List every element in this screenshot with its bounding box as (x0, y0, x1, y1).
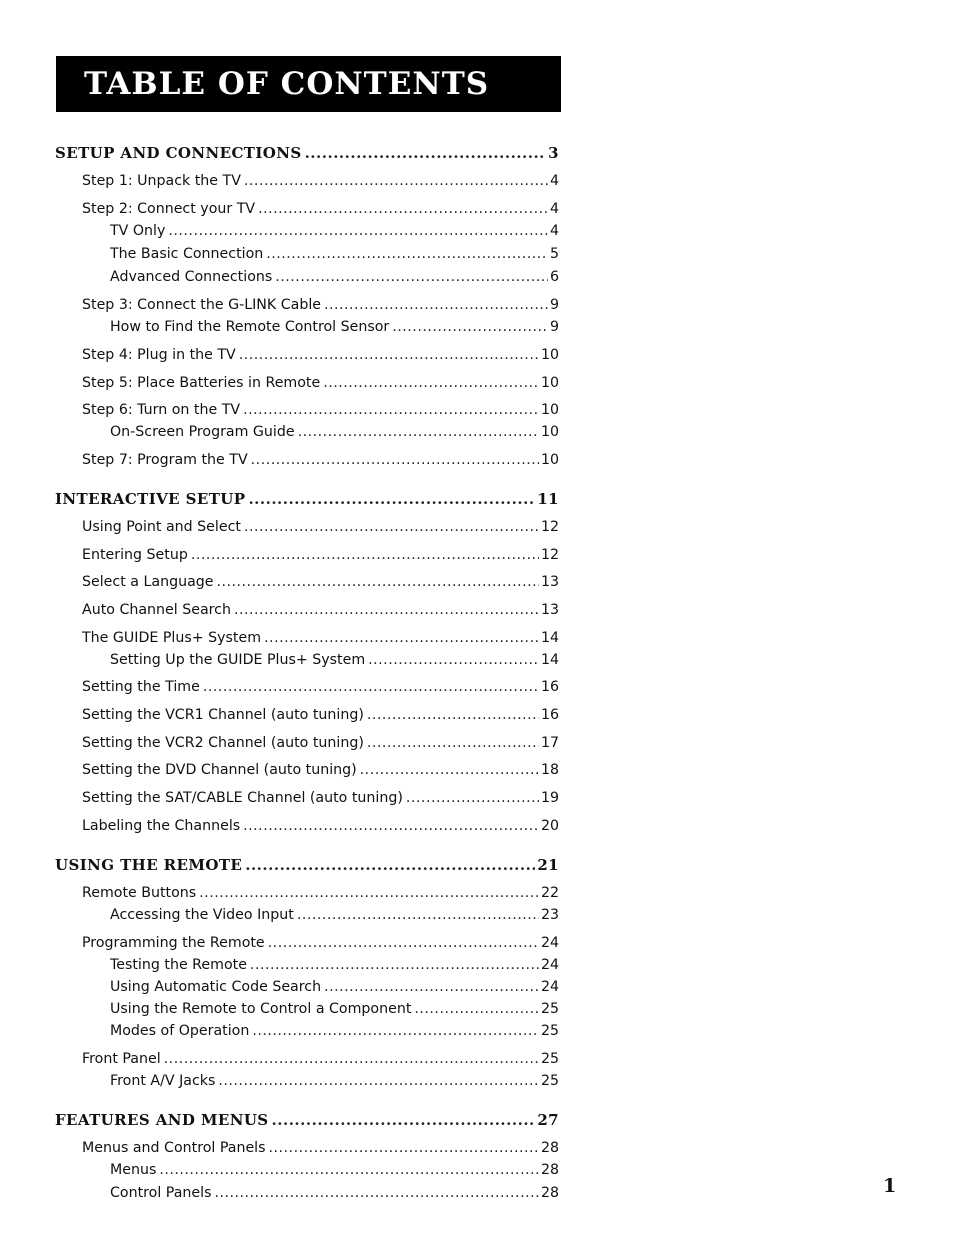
dot-leader (244, 517, 539, 537)
dot-leader (368, 650, 539, 670)
dot-leader (217, 572, 539, 592)
toc-entry-page: 20 (540, 818, 559, 834)
dot-leader (243, 816, 539, 836)
dot-leader (305, 143, 547, 163)
toc-entry-page: 28 (540, 1140, 559, 1156)
toc-entry-page: 28 (540, 1162, 559, 1178)
dot-leader (251, 450, 539, 470)
toc-entry[interactable] (82, 545, 559, 565)
dot-leader (367, 733, 539, 753)
toc-entry-title: The Basic Connection (110, 246, 264, 262)
toc-subentry[interactable] (110, 422, 559, 442)
toc-subentry[interactable] (110, 977, 559, 997)
toc-entry-title: The GUIDE Plus+ System (82, 630, 262, 646)
dot-leader (298, 422, 539, 442)
toc-entry-title: Step 4: Plug in the TV (82, 347, 236, 363)
toc-section-features-and-menus[interactable] (55, 1110, 559, 1130)
toc-entry-page: 4 (549, 173, 559, 189)
toc-entry-page: 9 (549, 297, 559, 313)
toc-entry[interactable] (82, 450, 559, 470)
toc-subentry[interactable] (110, 317, 559, 337)
toc-entry-page: 11 (537, 490, 559, 508)
toc-subentry[interactable] (110, 955, 559, 975)
toc-entry-page: 13 (540, 602, 559, 618)
toc-entry-page: 24 (540, 935, 559, 951)
toc-entry-title: Setting the VCR2 Channel (auto tuning) (82, 735, 364, 751)
toc-entry[interactable] (82, 628, 559, 648)
toc-entry[interactable] (82, 345, 559, 365)
toc-entry-page: 22 (540, 885, 559, 901)
toc-entry-title: Front A/V Jacks (110, 1073, 216, 1089)
toc-entry-page: 12 (540, 519, 559, 535)
dot-leader (275, 267, 548, 287)
dot-leader (248, 489, 535, 509)
toc-entry-title: USING THE REMOTE (55, 856, 243, 874)
toc-entry-page: 16 (540, 707, 559, 723)
toc-entry-title: Advanced Connections (110, 269, 273, 285)
toc-entry[interactable] (82, 933, 559, 953)
toc-entry-page: 28 (540, 1185, 559, 1201)
toc-entry[interactable] (82, 733, 559, 753)
dot-leader (324, 977, 539, 997)
toc-entry[interactable] (82, 373, 559, 393)
toc-entry-title: How to Find the Remote Control Sensor (110, 319, 390, 335)
dot-leader (191, 545, 539, 565)
dot-leader (414, 999, 539, 1019)
toc-subentry[interactable] (110, 905, 559, 925)
toc-entry[interactable] (82, 517, 559, 537)
toc-entry-page: 25 (540, 1073, 559, 1089)
toc-entry[interactable] (82, 572, 559, 592)
toc-entry[interactable] (82, 400, 559, 420)
toc-entry-page: 16 (540, 679, 559, 695)
toc-entry[interactable] (82, 760, 559, 780)
toc-entry-title: Using the Remote to Control a Component (110, 1001, 412, 1017)
toc-entry-title: Step 1: Unpack the TV (82, 173, 241, 189)
toc-entry-title: Step 6: Turn on the TV (82, 402, 241, 418)
toc-subentry[interactable] (110, 1021, 559, 1041)
toc-entry[interactable] (82, 600, 559, 620)
dot-leader (360, 760, 539, 780)
toc-entry-title: Setting the SAT/CABLE Channel (auto tuning) (82, 790, 403, 806)
toc-entry-title: Step 5: Place Batteries in Remote (82, 375, 321, 391)
toc-entry-page: 10 (540, 452, 559, 468)
toc-section-interactive-setup[interactable] (55, 489, 559, 509)
toc-entry-title: Menus and Control Panels (82, 1140, 266, 1156)
toc-entry-title: Using Automatic Code Search (110, 979, 322, 995)
toc-entry-title: Front Panel (82, 1051, 161, 1067)
dot-leader (164, 1049, 539, 1069)
toc-entry-title: INTERACTIVE SETUP (55, 490, 246, 508)
toc-entry-title: Select a Language (82, 574, 214, 590)
dot-leader (243, 400, 539, 420)
toc-entry-page: 25 (540, 1023, 559, 1039)
dot-leader (324, 295, 548, 315)
toc-entry-page: 10 (540, 424, 559, 440)
toc-entry-title: Accessing the Video Input (110, 907, 294, 923)
toc-entry-page: 17 (540, 735, 559, 751)
toc-entry-page: 14 (540, 630, 559, 646)
dot-leader (239, 345, 539, 365)
dot-leader (258, 199, 548, 219)
toc-entry-page: 18 (540, 762, 559, 778)
page-title: TABLE OF CONTENTS (84, 66, 490, 102)
toc-entry-title: Menus (110, 1162, 157, 1178)
toc-subentry[interactable] (110, 267, 559, 287)
toc-entry-title: Setting the DVD Channel (auto tuning) (82, 762, 357, 778)
toc-subentry[interactable] (110, 221, 559, 241)
dot-leader (245, 855, 535, 875)
toc-entry-title: On-Screen Program Guide (110, 424, 295, 440)
toc-entry-title: Setting Up the GUIDE Plus+ System (110, 652, 366, 668)
dot-leader (264, 628, 539, 648)
toc-subentry[interactable] (110, 1183, 559, 1203)
page-number: 1 (883, 1175, 897, 1197)
dot-leader (367, 705, 539, 725)
dot-leader (269, 1138, 539, 1158)
dot-leader (252, 1021, 539, 1041)
toc-entry-title: Step 7: Program the TV (82, 452, 248, 468)
toc-entry-page: 25 (540, 1001, 559, 1017)
toc-entry-title: TV Only (110, 223, 166, 239)
toc-entry-title: Labeling the Channels (82, 818, 241, 834)
title-banner (56, 56, 561, 112)
toc-subentry[interactable] (110, 650, 559, 670)
toc-entry-page: 10 (540, 347, 559, 363)
toc-entry-page: 4 (549, 223, 559, 239)
dot-leader (214, 1183, 538, 1203)
toc-entry[interactable] (82, 295, 559, 315)
toc-entry[interactable] (82, 171, 559, 191)
toc-entry-title: Setting the Time (82, 679, 200, 695)
dot-leader (406, 788, 539, 808)
toc-entry[interactable] (82, 788, 559, 808)
toc-entry-page: 24 (540, 979, 559, 995)
toc-entry-title: Using Point and Select (82, 519, 241, 535)
toc-entry[interactable] (82, 883, 559, 903)
toc-entry-page: 6 (549, 269, 559, 285)
toc-entry-page: 14 (540, 652, 559, 668)
toc-entry[interactable] (82, 816, 559, 836)
dot-leader (159, 1160, 539, 1180)
dot-leader (268, 933, 539, 953)
dot-leader (297, 905, 539, 925)
toc-entry-title: Auto Channel Search (82, 602, 231, 618)
dot-leader (323, 373, 539, 393)
toc-entry-title: Modes of Operation (110, 1023, 250, 1039)
toc-entry-title: FEATURES AND MENUS (55, 1111, 269, 1129)
toc-entry-title: Remote Buttons (82, 885, 197, 901)
toc-entry[interactable] (82, 199, 559, 219)
toc-section-using-the-remote[interactable] (55, 855, 559, 875)
toc-entry-title: Programming the Remote (82, 935, 265, 951)
toc-entry-title: Setting the VCR1 Channel (auto tuning) (82, 707, 364, 723)
dot-leader (250, 955, 539, 975)
toc-entry-page: 25 (540, 1051, 559, 1067)
toc-entry-title: Step 3: Connect the G-LINK Cable (82, 297, 321, 313)
toc-entry-page: 10 (540, 402, 559, 418)
toc-subentry[interactable] (110, 1160, 559, 1180)
toc-entry-page: 21 (537, 856, 559, 874)
toc-entry-page: 3 (548, 144, 559, 162)
toc-subentry[interactable] (110, 244, 559, 264)
toc-entry-title: Testing the Remote (110, 957, 247, 973)
dot-leader (272, 1110, 536, 1130)
toc-entry-title: Entering Setup (82, 547, 188, 563)
dot-leader (244, 171, 548, 191)
toc-entry-page: 4 (549, 201, 559, 217)
dot-leader (234, 600, 539, 620)
toc-entry[interactable] (82, 677, 559, 697)
dot-leader (199, 883, 539, 903)
toc-section-setup[interactable] (55, 143, 559, 163)
toc-entry-title: SETUP AND CONNECTIONS (55, 144, 302, 162)
toc-subentry[interactable] (110, 999, 559, 1019)
toc-entry-title: Step 2: Connect your TV (82, 201, 256, 217)
toc-entry-page: 23 (540, 907, 559, 923)
dot-leader (392, 317, 548, 337)
toc-entry-page: 10 (540, 375, 559, 391)
toc-entry-page: 9 (549, 319, 559, 335)
toc-entry-page: 19 (540, 790, 559, 806)
toc-entry-page: 27 (537, 1111, 559, 1129)
dot-leader (266, 244, 548, 264)
toc-entry-page: 12 (540, 547, 559, 563)
dot-leader (218, 1071, 539, 1091)
toc-entry[interactable] (82, 1138, 559, 1158)
toc-entry-page: 5 (549, 246, 559, 262)
toc-entry[interactable] (82, 705, 559, 725)
toc-entry[interactable] (82, 1049, 559, 1069)
toc-entry-page: 13 (540, 574, 559, 590)
dot-leader (168, 221, 548, 241)
toc-subentry[interactable] (110, 1071, 559, 1091)
toc-entry-title: Control Panels (110, 1185, 212, 1201)
toc-entry-page: 24 (540, 957, 559, 973)
dot-leader (203, 677, 539, 697)
